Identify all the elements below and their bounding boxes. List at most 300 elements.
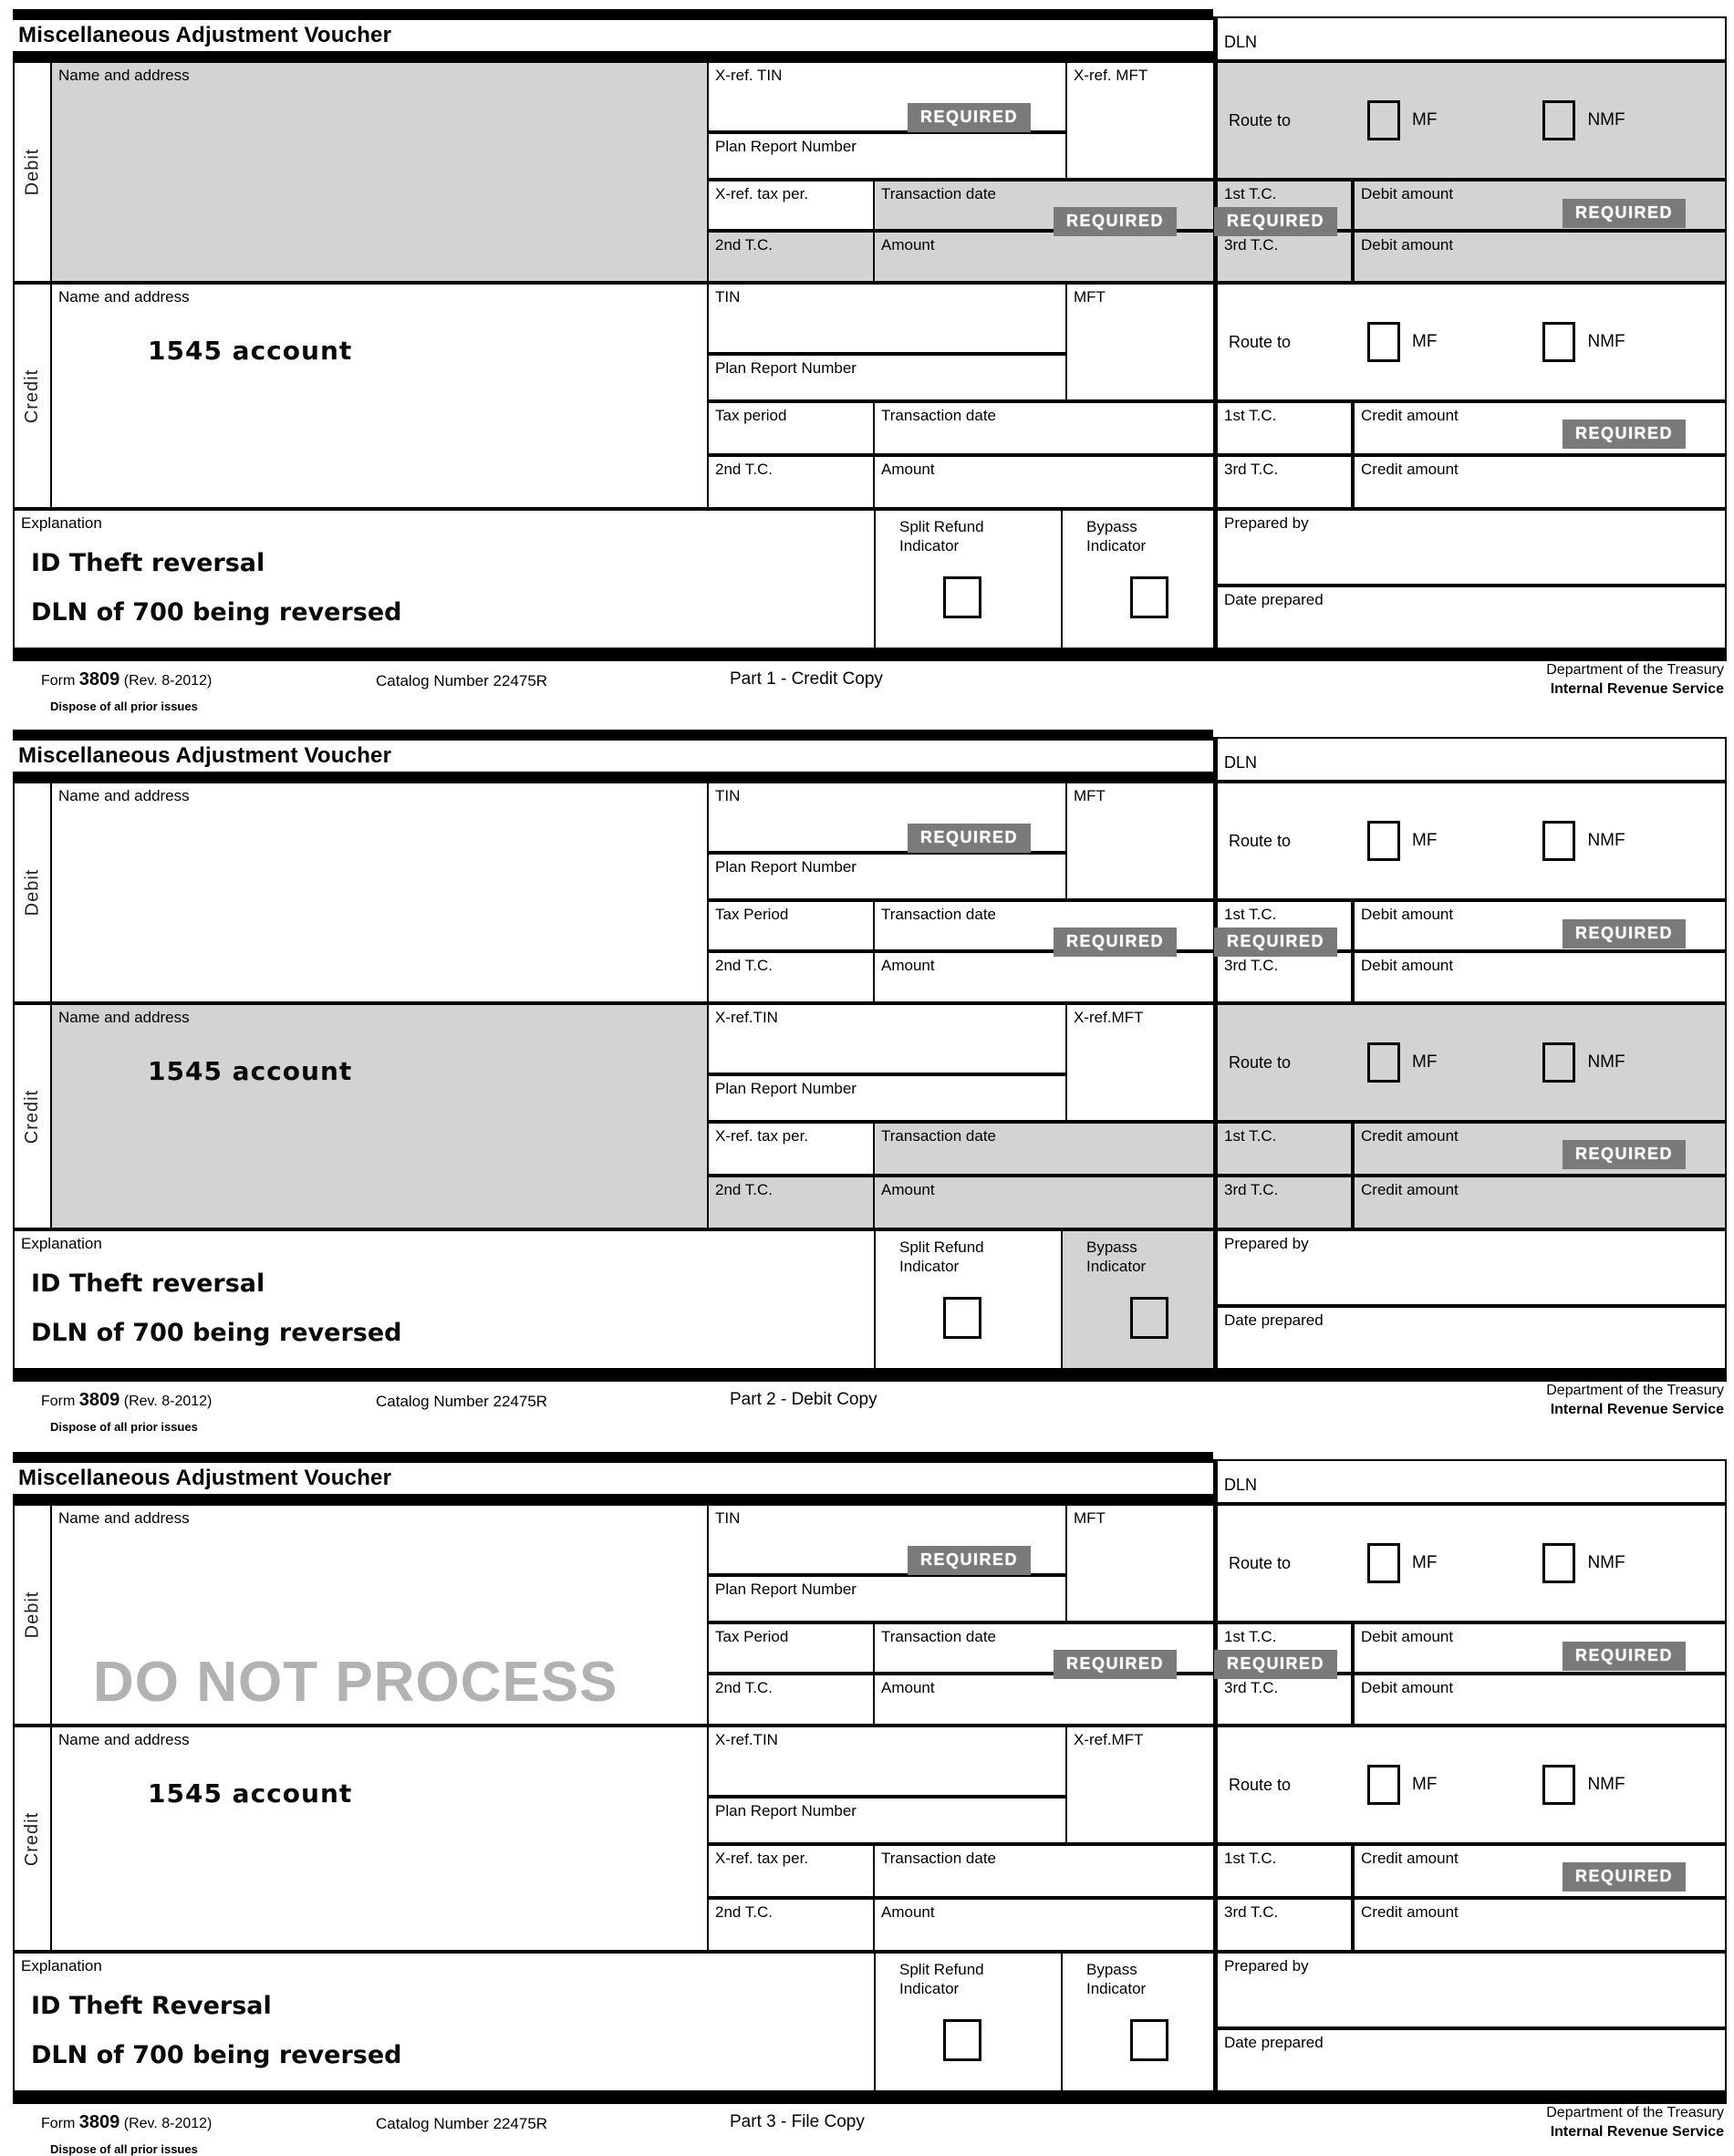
- agency-line2: Internal Revenue Service: [1550, 1402, 1724, 1417]
- debit-name-address-label: Name and address: [58, 1509, 190, 1527]
- debit-tax-period-cell[interactable]: [707, 1622, 875, 1674]
- mf-label: MF: [1412, 1553, 1438, 1572]
- credit-1st-tc-cell[interactable]: [1213, 1122, 1353, 1176]
- credit-plan-report-label: Plan Report Number: [715, 1802, 857, 1819]
- debit-mft-label: MFT: [1074, 787, 1106, 804]
- split-refund-checkbox[interactable]: [943, 2019, 981, 2061]
- required-badge: REQUIRED: [908, 103, 1031, 132]
- credit-route-to-row: [1218, 285, 1725, 399]
- mf-label: MF: [1412, 1775, 1438, 1794]
- debit-2nd-tc-cell[interactable]: [707, 951, 875, 1003]
- nmf-checkbox[interactable]: [1542, 1543, 1575, 1583]
- credit-tin-cell[interactable]: [707, 1726, 1067, 1797]
- debit-tin-cell[interactable]: [707, 1504, 1067, 1575]
- debit-1st-tc-cell[interactable]: [1213, 180, 1353, 231]
- debit-tax-period-cell[interactable]: [707, 180, 875, 231]
- bypass-indicator-cell: [1061, 1229, 1215, 1370]
- mf-label: MF: [1412, 831, 1438, 850]
- credit-tax-period-cell[interactable]: [707, 1844, 875, 1898]
- credit-3rd-tc-cell[interactable]: [1213, 1898, 1353, 1952]
- catalog-number: Catalog Number 22475R: [376, 672, 548, 689]
- credit-name-address-label: Name and address: [58, 288, 190, 306]
- split-refund-indicator-label: Split Refund Indicator: [899, 518, 984, 555]
- credit-amount-cell[interactable]: [873, 1898, 1215, 1952]
- form-revision: (Rev. 8-2012): [123, 2116, 213, 2131]
- debit-plan-report-cell[interactable]: [707, 132, 1067, 180]
- route-to-label: Route to: [1229, 1775, 1292, 1794]
- form-number-block: [41, 1390, 212, 1411]
- part-label: Part 2 - Debit Copy: [730, 1390, 877, 1409]
- credit-transaction-date-cell[interactable]: [873, 401, 1215, 455]
- agency-line2: Internal Revenue Service: [1550, 681, 1724, 697]
- credit-mft-cell[interactable]: [1065, 1003, 1215, 1122]
- do-not-process-watermark: DO NOT PROCESS: [93, 1651, 618, 1714]
- agency-block: [1268, 660, 1724, 699]
- dispose-note: Dispose of all prior issues: [50, 2142, 198, 2156]
- credit-amount-1-cell[interactable]: [1353, 1844, 1727, 1898]
- bypass-indicator-label: Bypass Indicator: [1086, 518, 1147, 555]
- prepared-by-label: Prepared by: [1224, 1957, 1309, 1975]
- credit-2nd-tc-label: 2nd T.C.: [715, 1181, 774, 1198]
- required-badge: REQUIRED: [1214, 1650, 1337, 1679]
- credit-amount-cell[interactable]: [873, 1176, 1215, 1229]
- agency-block: [1268, 2103, 1724, 2141]
- credit-1st-tc-cell[interactable]: [1213, 1844, 1353, 1898]
- debit-1st-tc-label: 1st T.C.: [1224, 185, 1277, 202]
- form-word: Form: [41, 1394, 76, 1409]
- mf-checkbox[interactable]: [1367, 821, 1400, 861]
- debit-2nd-tc-cell[interactable]: [707, 231, 875, 283]
- required-badge: REQUIRED: [1563, 1140, 1686, 1169]
- credit-name-address-label: Name and address: [58, 1009, 190, 1026]
- credit-section-label-cell: [13, 283, 52, 509]
- credit-2nd-tc-label: 2nd T.C.: [715, 1903, 774, 1921]
- debit-mft-label: X-ref. MFT: [1074, 67, 1148, 84]
- voucher-title: Miscellaneous Adjustment Voucher: [18, 23, 392, 47]
- prepared-by-label: Prepared by: [1224, 514, 1309, 532]
- split-refund-indicator-label: Split Refund Indicator: [899, 1239, 984, 1275]
- debit-1st-tc-cell[interactable]: [1213, 1622, 1353, 1674]
- credit-plan-report-cell[interactable]: [707, 354, 1067, 401]
- title-rule: [13, 51, 1213, 61]
- split-refund-checkbox[interactable]: [943, 1297, 981, 1339]
- debit-transaction-date-label: Transaction date: [881, 906, 996, 923]
- credit-amount-1-label: Credit amount: [1361, 1127, 1459, 1145]
- credit-route-to-row: [1218, 1727, 1725, 1842]
- nmf-label: NMF: [1587, 110, 1625, 130]
- nmf-checkbox[interactable]: [1542, 100, 1575, 140]
- dispose-note: Dispose of all prior issues: [50, 700, 198, 713]
- prepared-by-cell[interactable]: [1213, 1229, 1727, 1306]
- form-number-block: [41, 669, 212, 690]
- required-badge: REQUIRED: [1563, 1862, 1686, 1892]
- explanation-cell[interactable]: [13, 509, 876, 649]
- catalog-number: Catalog Number 22475R: [376, 2115, 548, 2132]
- debit-section-label: Debit: [22, 148, 43, 196]
- credit-mft-label: X-ref.MFT: [1074, 1009, 1144, 1026]
- top-rule: [13, 1452, 1213, 1463]
- explanation-label: Explanation: [21, 514, 102, 532]
- agency-line2: Internal Revenue Service: [1550, 2124, 1724, 2140]
- debit-amount-1-cell[interactable]: [1353, 900, 1727, 951]
- bypass-indicator-label: Bypass Indicator: [1086, 1239, 1147, 1275]
- required-badge: REQUIRED: [1214, 207, 1337, 236]
- credit-account-handwriting: 1545 account: [148, 336, 353, 366]
- debit-name-address-cell[interactable]: [50, 782, 709, 1003]
- credit-1st-tc-cell[interactable]: [1213, 401, 1353, 455]
- nmf-checkbox[interactable]: [1542, 821, 1575, 861]
- credit-2nd-tc-cell[interactable]: [707, 1176, 875, 1229]
- explanation-label: Explanation: [21, 1957, 102, 1975]
- credit-amount-1-label: Credit amount: [1361, 1850, 1459, 1867]
- credit-2nd-tc-cell[interactable]: [707, 455, 875, 509]
- title-rule: [13, 1494, 1213, 1504]
- credit-transaction-date-label: Transaction date: [881, 1127, 996, 1145]
- credit-amount-1-cell[interactable]: [1353, 401, 1727, 455]
- dln-label: DLN: [1224, 33, 1258, 51]
- credit-transaction-date-label: Transaction date: [881, 1850, 996, 1867]
- bypass-checkbox[interactable]: [1130, 2019, 1168, 2061]
- mf-checkbox[interactable]: [1367, 100, 1400, 140]
- credit-1st-tc-label: 1st T.C.: [1224, 1127, 1277, 1145]
- credit-plan-report-label: Plan Report Number: [715, 1080, 857, 1097]
- route-to-label: Route to: [1229, 1553, 1292, 1572]
- debit-route-to-row: [1218, 783, 1725, 898]
- required-badge: REQUIRED: [1563, 1642, 1686, 1671]
- credit-tin-cell[interactable]: [707, 283, 1067, 354]
- debit-plan-report-cell[interactable]: [707, 1575, 1067, 1622]
- credit-1st-tc-label: 1st T.C.: [1224, 1850, 1277, 1867]
- debit-1st-tc-label: 1st T.C.: [1224, 1628, 1277, 1645]
- debit-transaction-date-cell[interactable]: [873, 180, 1215, 231]
- credit-transaction-date-cell[interactable]: [873, 1122, 1215, 1176]
- bypass-checkbox[interactable]: [1130, 1297, 1168, 1339]
- debit-transaction-date-label: Transaction date: [881, 1628, 996, 1645]
- credit-amount-label: Amount: [881, 461, 935, 478]
- dln-cell[interactable]: [1213, 1459, 1727, 1504]
- explanation-handwriting-line1: ID Theft reversal: [31, 1270, 265, 1298]
- credit-amount-2-cell[interactable]: [1353, 455, 1727, 509]
- debit-section-label: Debit: [22, 1591, 43, 1639]
- debit-transaction-date-cell[interactable]: [873, 900, 1215, 951]
- date-prepared-label: Date prepared: [1224, 591, 1324, 608]
- debit-amount-1-cell[interactable]: [1353, 180, 1727, 231]
- credit-section-label: Credit: [22, 1089, 43, 1144]
- debit-amount-label: Amount: [881, 1679, 935, 1696]
- agency-line1: Department of the Treasury: [1546, 662, 1724, 678]
- credit-3rd-tc-cell[interactable]: [1213, 455, 1353, 509]
- credit-tin-cell[interactable]: [707, 1003, 1067, 1074]
- credit-tax-period-label: Tax period: [715, 407, 787, 424]
- debit-amount-2-cell[interactable]: [1353, 1674, 1727, 1726]
- debit-3rd-tc-cell[interactable]: [1213, 1674, 1353, 1726]
- debit-plan-report-label: Plan Report Number: [715, 138, 857, 155]
- prepared-by-cell[interactable]: [1213, 509, 1727, 586]
- form-word: Form: [41, 673, 76, 689]
- debit-3rd-tc-label: 3rd T.C.: [1224, 957, 1279, 974]
- nmf-label: NMF: [1587, 332, 1625, 351]
- required-badge: REQUIRED: [1563, 199, 1686, 228]
- debit-name-address-cell[interactable]: [50, 61, 709, 283]
- date-prepared-cell[interactable]: [1213, 586, 1727, 649]
- mf-checkbox[interactable]: [1367, 1765, 1400, 1805]
- credit-amount-cell[interactable]: [873, 455, 1215, 509]
- route-to-label: Route to: [1229, 332, 1292, 351]
- debit-3rd-tc-cell[interactable]: [1213, 231, 1353, 283]
- credit-route-to-cell: [1213, 1726, 1727, 1844]
- required-badge: REQUIRED: [908, 1546, 1031, 1575]
- credit-tax-period-cell[interactable]: [707, 1122, 875, 1176]
- debit-transaction-date-cell[interactable]: [873, 1622, 1215, 1674]
- mf-checkbox[interactable]: [1367, 1042, 1400, 1083]
- explanation-handwriting-line2: DLN of 700 being reversed: [31, 598, 402, 627]
- debit-tin-label: X-ref. TIN: [715, 67, 783, 84]
- debit-2nd-tc-label: 2nd T.C.: [715, 236, 774, 254]
- debit-amount-cell[interactable]: [873, 1674, 1215, 1726]
- debit-2nd-tc-label: 2nd T.C.: [715, 957, 774, 974]
- voucher-title: Miscellaneous Adjustment Voucher: [18, 743, 392, 768]
- debit-section-label-cell: [13, 61, 52, 283]
- debit-3rd-tc-cell[interactable]: [1213, 951, 1353, 1003]
- split-refund-checkbox[interactable]: [943, 576, 981, 618]
- credit-name-address-cell[interactable]: [50, 283, 709, 509]
- debit-tax-period-label: Tax Period: [715, 1628, 789, 1645]
- credit-route-to-row: [1218, 1005, 1725, 1120]
- debit-amount-label: Amount: [881, 236, 935, 254]
- nmf-checkbox[interactable]: [1542, 1042, 1575, 1083]
- debit-mft-label: MFT: [1074, 1509, 1106, 1527]
- debit-amount-cell[interactable]: [873, 951, 1215, 1003]
- debit-transaction-date-label: Transaction date: [881, 185, 996, 202]
- form-number-block: [41, 2112, 212, 2133]
- credit-tax-period-label: X-ref. tax per.: [715, 1850, 809, 1867]
- title-rule: [13, 772, 1213, 782]
- voucher: [0, 1452, 1734, 2156]
- credit-name-address-cell[interactable]: [50, 1726, 709, 1952]
- credit-mft-label: MFT: [1074, 288, 1106, 306]
- nmf-checkbox[interactable]: [1542, 1765, 1575, 1805]
- credit-tax-period-cell[interactable]: [707, 401, 875, 455]
- credit-1st-tc-label: 1st T.C.: [1224, 407, 1277, 424]
- explanation-cell[interactable]: [13, 1229, 876, 1370]
- credit-3rd-tc-label: 3rd T.C.: [1224, 1903, 1279, 1921]
- agency-line1: Department of the Treasury: [1546, 2105, 1724, 2120]
- debit-mft-cell[interactable]: [1065, 1504, 1215, 1622]
- explanation-label: Explanation: [21, 1235, 102, 1252]
- mf-checkbox[interactable]: [1367, 322, 1400, 362]
- debit-tin-label: TIN: [715, 1509, 741, 1527]
- credit-name-address-cell[interactable]: [50, 1003, 709, 1229]
- credit-amount-label: Amount: [881, 1181, 935, 1198]
- debit-route-to-cell: [1213, 61, 1727, 180]
- nmf-label: NMF: [1587, 1052, 1625, 1072]
- catalog-number: Catalog Number 22475R: [376, 1393, 548, 1410]
- nmf-label: NMF: [1587, 831, 1625, 850]
- debit-amount-1-cell[interactable]: [1353, 1622, 1727, 1674]
- debit-amount-2-label: Debit amount: [1361, 1679, 1454, 1696]
- dln-label: DLN: [1224, 753, 1258, 772]
- nmf-label: NMF: [1587, 1775, 1625, 1794]
- credit-amount-1-label: Credit amount: [1361, 407, 1459, 424]
- credit-account-handwriting: 1545 account: [148, 1056, 353, 1086]
- debit-plan-report-label: Plan Report Number: [715, 858, 857, 876]
- debit-plan-report-label: Plan Report Number: [715, 1581, 857, 1598]
- credit-3rd-tc-label: 3rd T.C.: [1224, 1181, 1279, 1198]
- credit-tax-period-label: X-ref. tax per.: [715, 1127, 809, 1145]
- date-prepared-label: Date prepared: [1224, 2034, 1324, 2051]
- voucher-title: Miscellaneous Adjustment Voucher: [18, 1466, 392, 1490]
- debit-name-address-cell[interactable]: [50, 1504, 709, 1726]
- debit-plan-report-cell[interactable]: [707, 853, 1067, 900]
- explanation-handwriting-line1: ID Theft reversal: [31, 549, 265, 577]
- credit-route-to-cell: [1213, 283, 1727, 401]
- debit-mft-cell[interactable]: [1065, 61, 1215, 180]
- debit-tax-period-label: Tax Period: [715, 906, 789, 923]
- credit-amount-2-cell[interactable]: [1353, 1176, 1727, 1229]
- bypass-checkbox[interactable]: [1130, 576, 1168, 618]
- credit-2nd-tc-cell[interactable]: [707, 1898, 875, 1952]
- dln-cell[interactable]: [1213, 16, 1727, 61]
- credit-section-label-cell: [13, 1726, 52, 1952]
- debit-name-address-label: Name and address: [58, 787, 190, 804]
- mf-label: MF: [1412, 110, 1438, 130]
- debit-route-to-cell: [1213, 1504, 1727, 1622]
- credit-mft-cell[interactable]: [1065, 1726, 1215, 1844]
- debit-section-label-cell: [13, 782, 52, 1003]
- debit-name-address-label: Name and address: [58, 67, 190, 84]
- dln-label: DLN: [1224, 1476, 1258, 1494]
- credit-tin-label: TIN: [715, 288, 741, 306]
- debit-route-to-row: [1218, 1506, 1725, 1621]
- part-label: Part 3 - File Copy: [730, 2112, 865, 2131]
- debit-section-label: Debit: [22, 868, 43, 917]
- form-number: 3809: [78, 669, 120, 689]
- form-revision: (Rev. 8-2012): [123, 1394, 213, 1409]
- debit-tax-period-cell[interactable]: [707, 900, 875, 951]
- explanation-cell[interactable]: [13, 1952, 876, 2092]
- debit-route-to-row: [1218, 63, 1725, 178]
- credit-mft-label: X-ref.MFT: [1074, 1731, 1144, 1748]
- credit-account-handwriting: 1545 account: [148, 1778, 353, 1809]
- debit-tin-cell[interactable]: [707, 61, 1067, 132]
- part-label: Part 1 - Credit Copy: [730, 669, 883, 689]
- explanation-handwriting-line2: DLN of 700 being reversed: [31, 2041, 402, 2069]
- debit-tin-cell[interactable]: [707, 782, 1067, 853]
- debit-tax-period-label: X-ref. tax per.: [715, 185, 809, 202]
- debit-section-label-cell: [13, 1504, 52, 1726]
- credit-name-address-label: Name and address: [58, 1731, 190, 1748]
- credit-amount-2-label: Credit amount: [1361, 1181, 1459, 1198]
- debit-3rd-tc-label: 3rd T.C.: [1224, 1679, 1279, 1696]
- credit-mft-cell[interactable]: [1065, 283, 1215, 401]
- debit-amount-1-label: Debit amount: [1361, 1628, 1454, 1645]
- required-badge: REQUIRED: [1563, 919, 1686, 948]
- date-prepared-cell[interactable]: [1213, 2028, 1727, 2092]
- credit-section-label: Credit: [22, 368, 43, 423]
- required-badge: REQUIRED: [908, 824, 1031, 853]
- credit-route-to-cell: [1213, 1003, 1727, 1122]
- credit-transaction-date-cell[interactable]: [873, 1844, 1215, 1898]
- credit-tin-label: X-ref.TIN: [715, 1009, 778, 1026]
- date-prepared-label: Date prepared: [1224, 1311, 1324, 1329]
- debit-amount-label: Amount: [881, 957, 935, 974]
- nmf-label: NMF: [1587, 1553, 1625, 1572]
- required-badge: REQUIRED: [1054, 1650, 1177, 1679]
- debit-1st-tc-label: 1st T.C.: [1224, 906, 1277, 923]
- top-rule: [13, 730, 1213, 741]
- date-prepared-cell[interactable]: [1213, 1306, 1727, 1370]
- required-badge: REQUIRED: [1563, 420, 1686, 449]
- split-refund-indicator-label: Split Refund Indicator: [899, 1961, 984, 1997]
- agency-block: [1268, 1381, 1724, 1419]
- form-number: 3809: [78, 2112, 120, 2132]
- debit-1st-tc-cell[interactable]: [1213, 900, 1353, 951]
- debit-tin-label: TIN: [715, 787, 741, 804]
- credit-plan-report-cell[interactable]: [707, 1074, 1067, 1122]
- mf-checkbox[interactable]: [1367, 1543, 1400, 1583]
- voucher: [0, 9, 1734, 730]
- voucher: [0, 730, 1734, 1450]
- prepared-by-label: Prepared by: [1224, 1235, 1309, 1252]
- required-badge: REQUIRED: [1214, 928, 1337, 957]
- route-to-label: Route to: [1229, 110, 1292, 130]
- prepared-by-cell[interactable]: [1213, 1952, 1727, 2028]
- credit-amount-1-cell[interactable]: [1353, 1122, 1727, 1176]
- credit-plan-report-cell[interactable]: [707, 1797, 1067, 1844]
- dispose-note: Dispose of all prior issues: [50, 1420, 198, 1434]
- debit-amount-2-cell[interactable]: [1353, 951, 1727, 1003]
- debit-route-to-cell: [1213, 782, 1727, 900]
- bypass-indicator-cell: [1061, 1952, 1215, 2092]
- credit-amount-2-cell[interactable]: [1353, 1898, 1727, 1952]
- debit-2nd-tc-cell[interactable]: [707, 1674, 875, 1726]
- required-badge: REQUIRED: [1054, 207, 1177, 236]
- bypass-indicator-cell: [1061, 509, 1215, 649]
- form-number: 3809: [78, 1390, 120, 1410]
- dln-cell[interactable]: [1213, 737, 1727, 782]
- top-rule: [13, 9, 1213, 20]
- form-revision: (Rev. 8-2012): [123, 673, 213, 689]
- nmf-checkbox[interactable]: [1542, 322, 1575, 362]
- agency-line1: Department of the Treasury: [1546, 1383, 1724, 1398]
- route-to-label: Route to: [1229, 831, 1292, 850]
- credit-transaction-date-label: Transaction date: [881, 407, 996, 424]
- credit-section-label: Credit: [22, 1811, 43, 1866]
- split-refund-indicator-cell: [874, 1952, 1063, 2092]
- debit-amount-2-cell[interactable]: [1353, 231, 1727, 283]
- credit-amount-label: Amount: [881, 1903, 935, 1921]
- credit-amount-2-label: Credit amount: [1361, 461, 1459, 478]
- debit-2nd-tc-label: 2nd T.C.: [715, 1679, 774, 1696]
- split-refund-indicator-cell: [874, 509, 1063, 649]
- explanation-handwriting-line1: ID Theft Reversal: [31, 1992, 272, 2020]
- credit-3rd-tc-cell[interactable]: [1213, 1176, 1353, 1229]
- route-to-label: Route to: [1229, 1052, 1292, 1072]
- split-refund-indicator-cell: [874, 1229, 1063, 1370]
- credit-3rd-tc-label: 3rd T.C.: [1224, 461, 1279, 478]
- credit-2nd-tc-label: 2nd T.C.: [715, 461, 774, 478]
- form-word: Form: [41, 2116, 76, 2131]
- debit-mft-cell[interactable]: [1065, 782, 1215, 900]
- debit-3rd-tc-label: 3rd T.C.: [1224, 236, 1279, 254]
- mf-label: MF: [1412, 1052, 1438, 1072]
- debit-amount-2-label: Debit amount: [1361, 957, 1454, 974]
- credit-plan-report-label: Plan Report Number: [715, 359, 857, 377]
- credit-tin-label: X-ref.TIN: [715, 1731, 778, 1748]
- debit-amount-cell[interactable]: [873, 231, 1215, 283]
- required-badge: REQUIRED: [1054, 928, 1177, 957]
- explanation-handwriting-line2: DLN of 700 being reversed: [31, 1319, 402, 1347]
